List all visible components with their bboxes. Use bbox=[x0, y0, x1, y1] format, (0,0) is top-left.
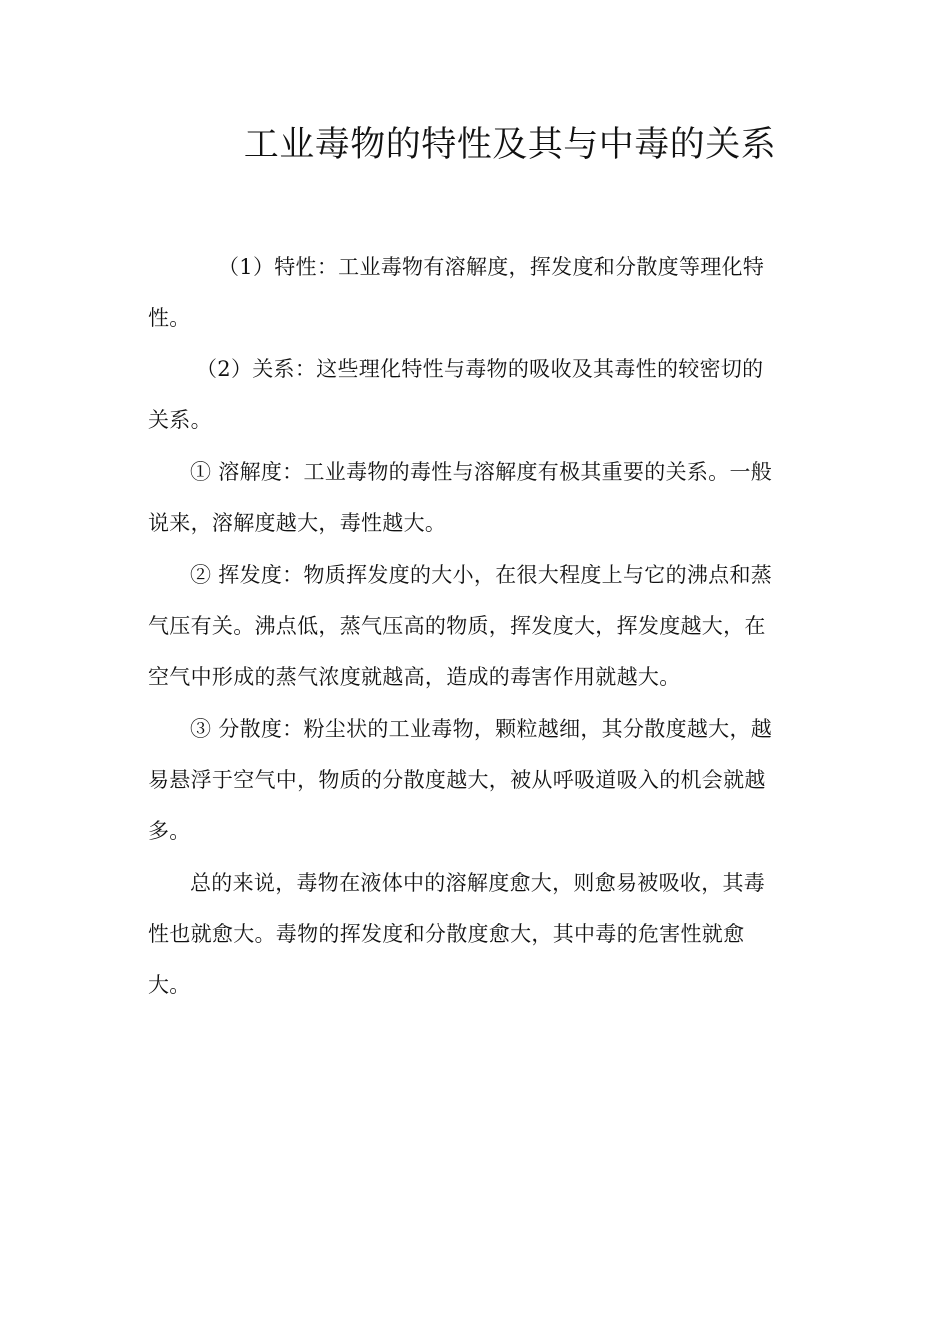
paragraph-line: ① 溶解度：工业毒物的毒性与溶解度有极其重要的关系。一般 bbox=[190, 460, 773, 484]
paragraph-line: 说来，溶解度越大，毒性越大。 bbox=[148, 511, 447, 535]
paragraph-line: 气压有关。沸点低，蒸气压高的物质，挥发度大，挥发度越大，在 bbox=[148, 614, 766, 638]
paragraph-line: 性也就愈大。毒物的挥发度和分散度愈大，其中毒的危害性就愈 bbox=[148, 922, 745, 946]
paragraph-line: ③ 分散度：粉尘状的工业毒物，颗粒越细，其分散度越大，越 bbox=[190, 717, 773, 741]
paragraph-line: 空气中形成的蒸气浓度就越高，造成的毒害作用就越大。 bbox=[148, 665, 681, 689]
page-title: 工业毒物的特性及其与中毒的关系 bbox=[243, 125, 777, 165]
paragraph-line: 易悬浮于空气中，物质的分散度越大，被从呼吸道吸入的机会就越 bbox=[148, 768, 766, 792]
paragraph-line: 性。 bbox=[148, 306, 191, 330]
paragraph-line: 大。 bbox=[148, 973, 191, 997]
paragraph-line: 总的来说，毒物在液体中的溶解度愈大，则愈易被吸收，其毒 bbox=[190, 871, 766, 895]
paragraph-line: 多。 bbox=[148, 819, 191, 843]
paragraph-line: ② 挥发度：物质挥发度的大小，在很大程度上与它的沸点和蒸 bbox=[190, 563, 773, 587]
paragraph-line: （1）特性：工业毒物有溶解度，挥发度和分散度等理化特 bbox=[218, 255, 765, 279]
paragraph-line: 关系。 bbox=[148, 408, 212, 432]
paragraph-line: （2）关系：这些理化特性与毒物的吸收及其毒性的较密切的 bbox=[196, 357, 764, 381]
